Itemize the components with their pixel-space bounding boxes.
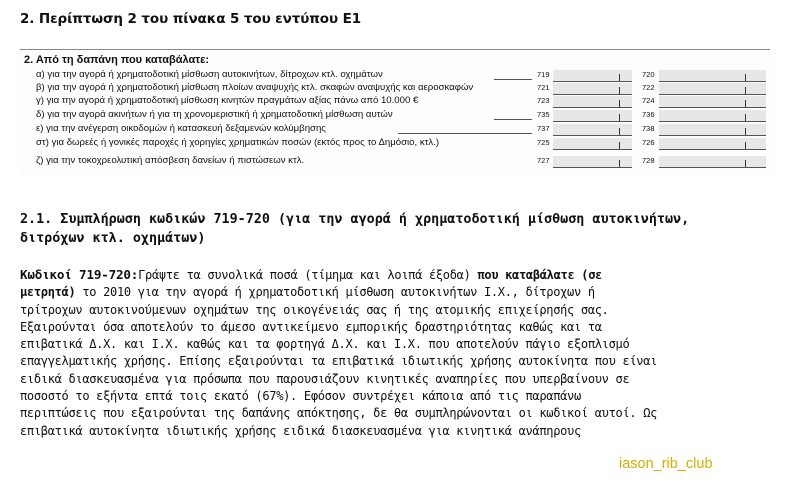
- dotted-line: [494, 79, 532, 80]
- amount-field[interactable]: [553, 156, 632, 168]
- watermark-text: iason_rib_club: [619, 456, 713, 472]
- amount-field[interactable]: [553, 96, 632, 108]
- tax-form-excerpt: [20, 49, 770, 175]
- row-label: ε) για την ανέγερση οικοδομών ή κατασκευή δεξαμενών κολύμβησης: [36, 123, 326, 134]
- form-code: 727: [537, 156, 550, 165]
- subsection-heading: 2.1. Συμπλήρωση κωδικών 719-720 (για την αγορά ή χρηματοδοτική μίσθωση αυτοκινήτων, διτρόχων κτλ. οχημάτων): [20, 212, 690, 246]
- amount-field[interactable]: [659, 156, 766, 168]
- form-row: [20, 137, 770, 150]
- form-code: 735: [537, 110, 550, 119]
- emphasis-text: που καταβάλατε (σε μετρητά): [20, 268, 603, 300]
- form-code: 720: [642, 70, 655, 79]
- form-row: [20, 82, 770, 95]
- amount-field[interactable]: [659, 124, 766, 136]
- amount-field[interactable]: [659, 70, 766, 82]
- form-code: 726: [642, 138, 655, 147]
- form-row: [20, 155, 770, 168]
- form-row: [20, 69, 770, 82]
- amount-field[interactable]: [553, 124, 632, 136]
- form-code: 737: [537, 124, 550, 133]
- form-code: 725: [537, 138, 550, 147]
- form-title: 2. Από τη δαπάνη που καταβάλατε:: [24, 54, 210, 66]
- amount-field[interactable]: [553, 138, 632, 150]
- body-text-part: το 2010 για την αγορά ή χρηματοδοτική μίσθωση αυτοκινήτων Ι.Χ., δίτροχων ή τρίτροχων αυτοκινούμενων οχημάτων της οικογένειάς σας ή της ατομικής επιχείρησής σας. Εξαιρούνται όσα αποτελούν το άμεσο αντικείμενο εμπορικής δραστηριότητας καθώς και τα επιβατικά Δ.Χ. και Ι.Χ. καθώς και τα φορτηγά Δ.Χ. και Ι.Χ. που αποτελούν πάγιο εξοπλισμό επαγγελματικής χρήσης. Επίσης εξαιρούνται τα επιβατικά ιδιωτικής χρήσης αυτοκίνητα που είναι ειδικά διασκευασμένα για πρόσωπα που παρουσιάζουν κινητικές αναπηρίες που υπερβαίνουν σε ποσοστό το εξήντα επτά τοις εκατό (67%). Εφόσον συντρέχει κάποια από τις παραπάνω περιπτώσεις που εξαιρούνται της δαπάνης απόκτησης, δε θα συμπληρώνονται οι κωδικοί αυτοί. Ως επιβατικά αυτοκίνητα ιδιωτικής χρήσης ειδικά διασκευασμένα για κινητικά ανάπηρους: [20, 285, 658, 438]
- amount-field[interactable]: [659, 138, 766, 150]
- form-code: 724: [642, 96, 655, 105]
- form-row: [20, 109, 770, 122]
- amount-field[interactable]: [553, 70, 632, 82]
- row-label: ζ) για την τοκοχρεολυτική απόσβεση δανείων ή πιστώσεων κτλ.: [36, 155, 305, 166]
- form-code: 728: [642, 156, 655, 165]
- form-code: 719: [537, 70, 550, 79]
- amount-field[interactable]: [659, 83, 766, 95]
- dotted-line: [494, 119, 532, 120]
- amount-field[interactable]: [553, 83, 632, 95]
- section-heading: 2. Περίπτωση 2 του πίνακα 5 του εντύπου Ε1: [20, 11, 362, 27]
- amount-field[interactable]: [659, 110, 766, 122]
- form-code: 721: [537, 83, 550, 92]
- form-code: 722: [642, 83, 655, 92]
- form-code: 738: [642, 124, 655, 133]
- body-text-part: Γράψτε τα συνολικά ποσά (τίμημα και λοιπά έξοδα): [138, 268, 478, 282]
- row-label: α) για την αγορά ή χρηματοδοτική μίσθωση αυτοκινήτων, δίτροχων κτλ. οχημάτων: [36, 69, 383, 80]
- row-label: β) για την αγορά ή χρηματοδοτική μίσθωση πλοίων αναψυχής κτλ. σκαφών αναψυχής και αεροσκαφών: [36, 82, 474, 93]
- codes-label: Κωδικοί 719-720:: [20, 267, 139, 282]
- amount-field[interactable]: [553, 110, 632, 122]
- form-row: [20, 95, 770, 108]
- form-code: 723: [537, 96, 550, 105]
- row-label: δ) για την αγορά ακινήτων ή για τη χρονομεριστική ή χρηματοδοτική μίσθωση αυτών: [36, 109, 393, 120]
- row-label: στ) για δωρεές ή γονικές παροχές ή χορηγίες χρηματικών ποσών (εκτός προς το Δημόσιο, κτλ.): [36, 137, 440, 148]
- dotted-line: [398, 133, 532, 134]
- amount-field[interactable]: [659, 96, 766, 108]
- form-code: 736: [642, 110, 655, 119]
- row-label: γ) για την αγορά ή χρηματοδοτική μίσθωση κινητών πραγμάτων αξίας πάνω από 10.000 €: [36, 95, 419, 106]
- body-paragraph: [20, 266, 660, 440]
- form-row: [20, 123, 770, 136]
